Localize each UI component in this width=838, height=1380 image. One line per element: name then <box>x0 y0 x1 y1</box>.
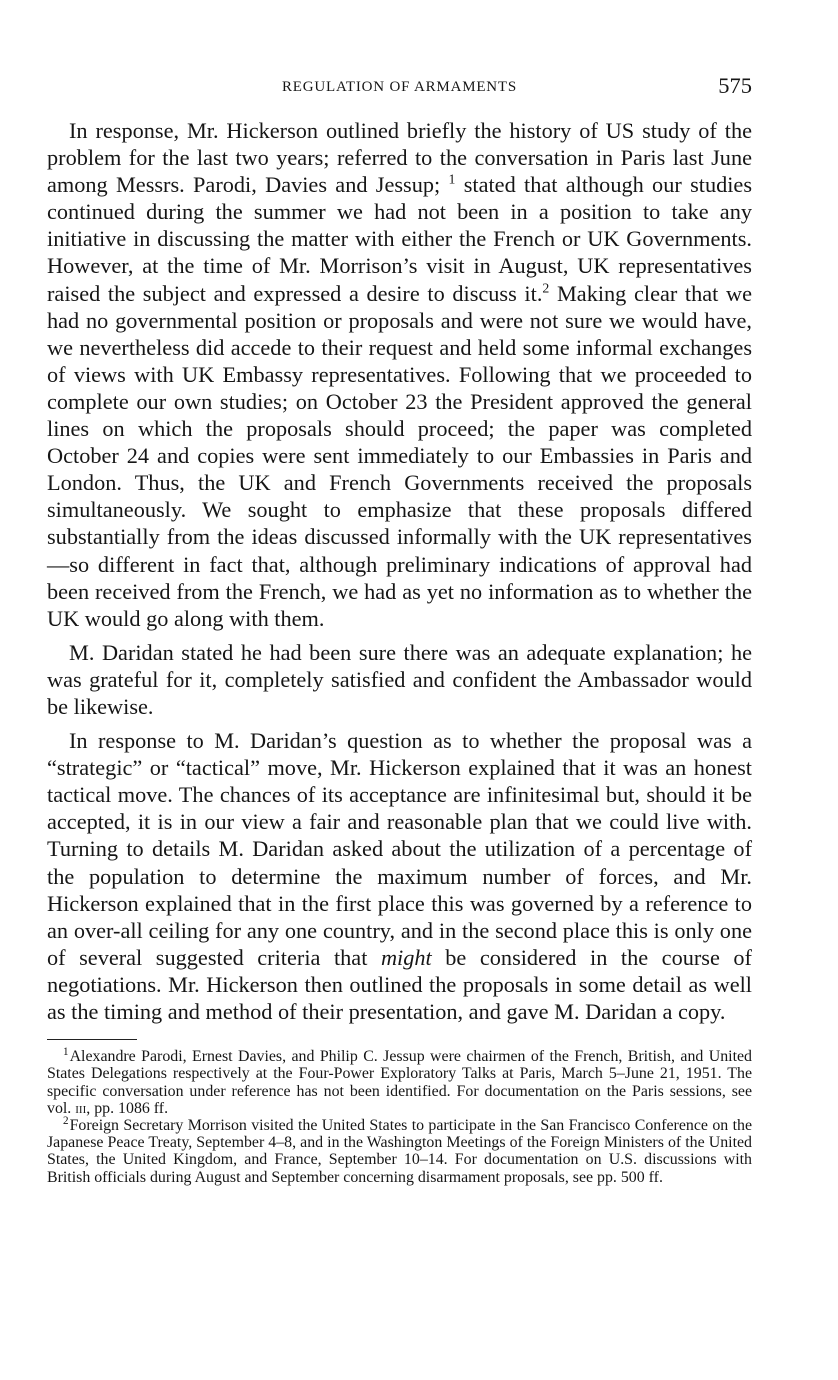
footnote-1-text-b: , pp. 1086 ff. <box>86 1099 169 1117</box>
footnote-1-volume: iii <box>75 1099 87 1117</box>
running-head: REGULATION OF ARMAMENTS <box>281 79 518 95</box>
paragraph-1 <box>47 117 752 632</box>
paragraph-1-text-b: stated that although our studies continued during the summer we had not been in a position to take any initiative in discussing the matter with either the French or UK Governments. However, at the time of Mr. Morrison’s visit in August, UK representatives raised the subject and expressed a desire to discuss it. <box>47 172 753 306</box>
paragraph-3-emphasis: might <box>380 944 432 970</box>
page-number: 575 <box>718 73 752 98</box>
footnote-2-number: 2 <box>63 1114 69 1127</box>
footnote-1-text-a: Alexandre Parodi, Ernest Davies, and Philip C. Jessup were chairmen of the French, British, and United States Delegations respectively at the Four-Power Exploratory Talks at Paris, March 5–June 21, 1951. The specific conversation under reference has not been identified. For documentation on the Paris sessions, see vol. <box>47 1048 752 1117</box>
footnote-1-number: 1 <box>63 1045 69 1058</box>
footnote-2-text: Foreign Secretary Morrison visited the United States to participate in the San Francisco Conference on the Japanese Peace Treaty, September 4–8, and in the Washington Meetings of the Foreign Ministers of the United States, the United Kingdom, and France, September 10–14. For documentation on U.S. discussions with British officials during August and September concerning disarmament proposals, see pp. 500 ff. <box>47 1116 752 1186</box>
paragraph-1-text-a: In response, Mr. Hickerson outlined briefly the history of US study of the problem for the last two years; referred to the conversation in Paris last June among Messrs. Parodi, Davies and Jessup; <box>47 118 752 198</box>
paragraph-3 <box>47 727 752 1025</box>
body-text <box>47 117 752 1025</box>
document-page <box>47 72 752 1186</box>
paragraph-2: M. Daridan stated he had been sure there was an adequate explanation; he was grateful for it, completely satisfied and confident the Ambassador would be likewise. <box>47 639 752 719</box>
page-header <box>47 72 752 106</box>
footnote-2 <box>47 1114 752 1186</box>
footnote-1 <box>47 1045 752 1117</box>
paragraph-1-text-c: Making clear that we had no governmental position or proposals and were not sure we would have, we nevertheless did accede to their request and held some informal exchanges of views with UK Embassy representatives. Following that we proceeded to complete our own studies; on October 23 the President approved the general lines on which the proposals should proceed; the paper was completed October 24 and copies were sent immediately to our Embassies in Paris and London. Thus, the UK and French Governments received the proposals simultaneously. We sought to emphasize that these proposals differed substantially from the ideas discussed informally with the UK representatives—so different in fact that, although preliminary indications of approval had been received from the French, we had as yet no information as to whether the UK would go along with them. <box>47 280 753 631</box>
paragraph-3-text-a: In response to M. Daridan’s question as to whether the proposal was a “strategic” or “tactical” move, Mr. Hickerson explained that it was an honest tactical move. The chances of its acceptance are infinitesimal but, should it be accepted, it is in our view a fair and reasonable plan that we could live with. Turning to details M. Daridan asked about the utilization of a percentage of the population to determine the maximum number of forces, and Mr. Hickerson explained that in the first place this was governed by a reference to an over-all ceiling for any one country, and in the second place this is only one of several suggested criteria that <box>47 728 752 970</box>
footnote-ref-1[interactable]: 1 <box>448 171 456 187</box>
paragraph-3-text-b: be considered in the course of negotiations. Mr. Hickerson then outlined the proposals in some detail as well as the timing and method of their presentation, and gave M. Daridan a copy. <box>47 944 752 1024</box>
footnote-ref-2[interactable]: 2 <box>542 280 550 296</box>
footnotes <box>47 1045 752 1186</box>
footnote-rule <box>47 1039 137 1040</box>
